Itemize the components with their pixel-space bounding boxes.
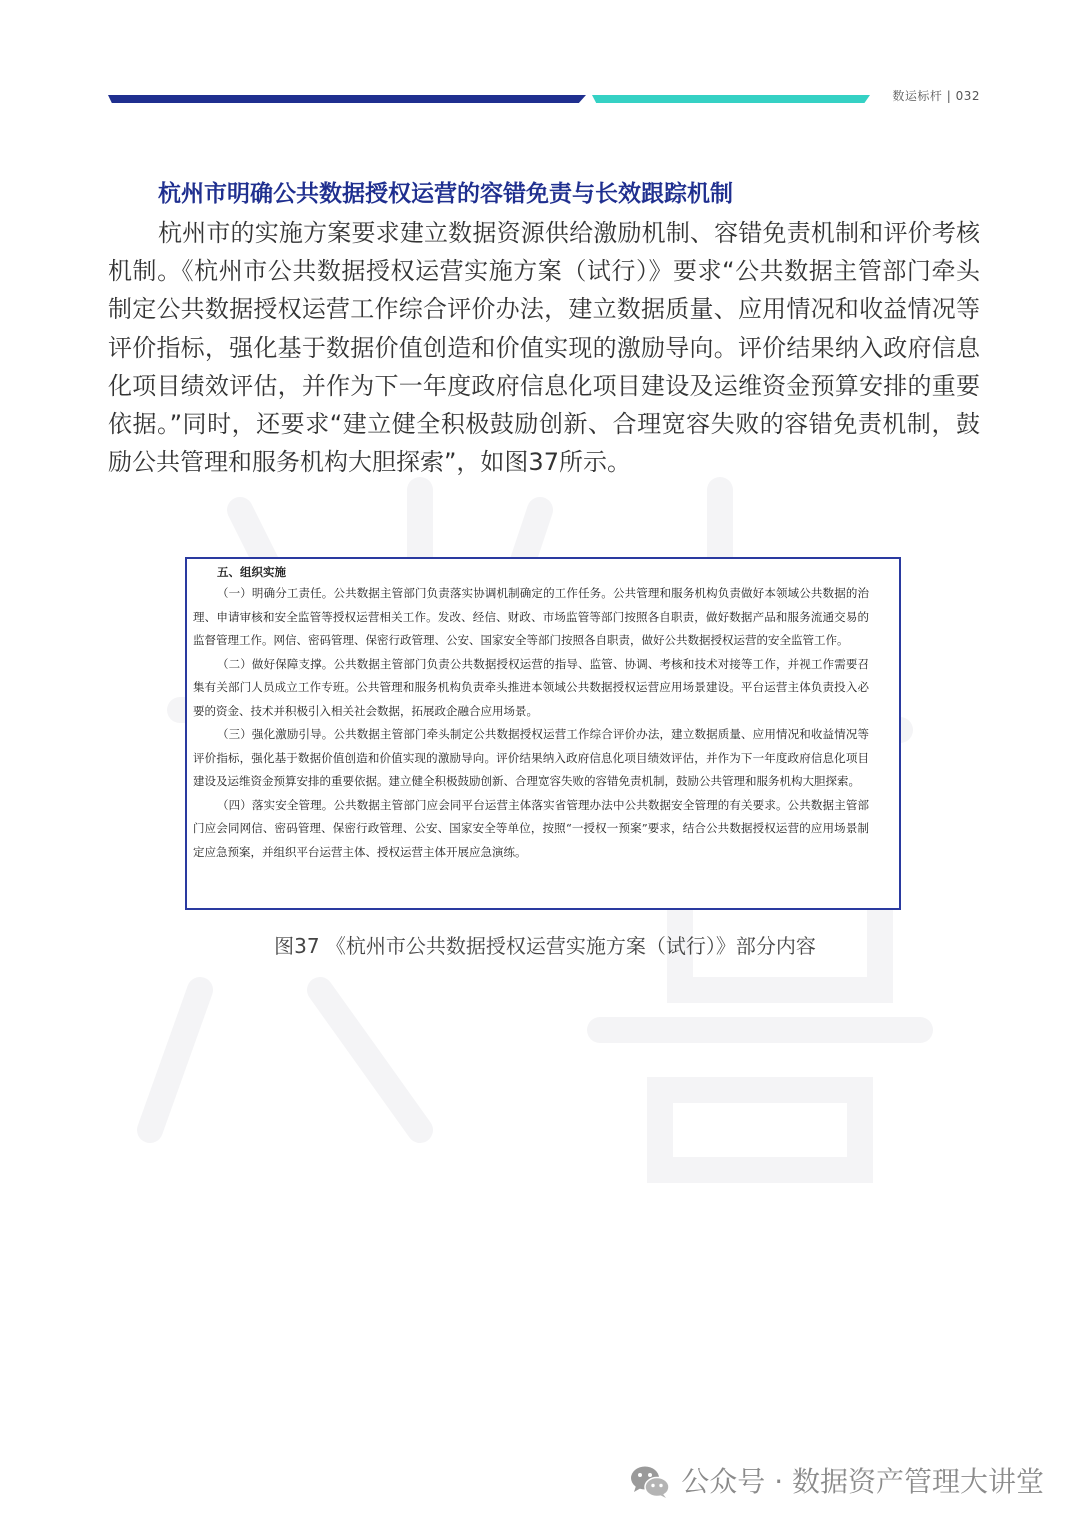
figure-paragraph-3: （三）强化激励引导。公共数据主管部门牵头制定公共数据授权运营工作综合评价办法，建立数据质量、应用情况和收益情况等评价指标，强化基于数据价值创造和价值实现的激励导向。评价结果纳入政府信息化项目绩效评估，并作为下一年度政府信息化项目建设及运维资金预算安排的重要依据。建立健全积极鼓励创新、合理宽容失败的容错免责机制，鼓励公共管理和服务机构大胆探索。	[193, 727, 869, 788]
figure-paragraph-4: （四）落实安全管理。公共数据主管部门应会同平台运营主体落实省管理办法中公共数据安全管理的有关要求。公共数据主管部门应会同网信、密码管理、保密行政管理、公安、国家安全等单位，按照“一授权一预案”要求，结合公共数据授权运营的应用场景制定应急预案，并组织平台运营主体、授权运营主体开展应急演练。	[193, 797, 869, 859]
page-header-label: 数运标杆 | 032	[892, 89, 980, 103]
figure-heading: 五、组织实施	[217, 565, 286, 579]
figure-paragraph-1: （一）明确分工责任。公共数据主管部门负责落实协调机制确定的工作任务。公共管理和服务机构负责做好本领域公共数据的治理、申请审核和安全监管等授权运营相关工作。发改、经信、财政、市场监管等部门按照各自职责，做好数据产品和服务流通交易的监督管理工作。网信、密码管理、保密行政管理、公安、国家安全等部门按照各自职责，做好公共数据授权运营的安全监管工作。	[193, 586, 869, 647]
figure-paragraph-2: （二）做好保障支撑。公共数据主管部门负责公共数据授权运营的指导、监管、协调、考核和技术对接等工作，并视工作需要召集有关部门人员成立工作专班。公共管理和服务机构负责牵头推进本领域公共数据授权运营应用场景建设。平台运营主体负责投入必要的资金、技术并积极引入相关社会数据，拓展政企融合应用场景。	[193, 656, 869, 718]
header-accent-bar-blue	[108, 95, 586, 103]
header-accent-bar-teal	[592, 95, 870, 103]
footer-attribution	[629, 1462, 1044, 1502]
body-paragraph: 杭州市的实施方案要求建立数据资源供给激励机制、容错免责机制和评价考核机制。《杭州市公共数据授权运营实施方案（试行）》要求“公共数据主管部门牵头制定公共数据授权运营工作综合评价办法，建立数据质量、应用情况和收益情况等评价指标，强化基于数据价值创造和价值实现的激励导向。评价结果纳入政府信息化项目绩效评估，并作为下一年度政府信息化项目建设及运维资金预算安排的重要依据。”同时，还要求“建立健全积极鼓励创新、合理宽容失败的容错免责机制，鼓励公共管理和服务机构大胆探索”，如图37所示。	[108, 219, 980, 477]
section-title: 杭州市明确公共数据授权运营的容错免责与长效跟踪机制	[158, 181, 733, 207]
footer-text: 公众号 · 数据资产管理大讲堂	[681, 1465, 1044, 1498]
figure-document-excerpt	[185, 557, 901, 910]
figure-caption: 图37 《杭州市公共数据授权运营实施方案（试行）》部分内容	[274, 934, 816, 958]
wechat-icon	[629, 1464, 671, 1500]
